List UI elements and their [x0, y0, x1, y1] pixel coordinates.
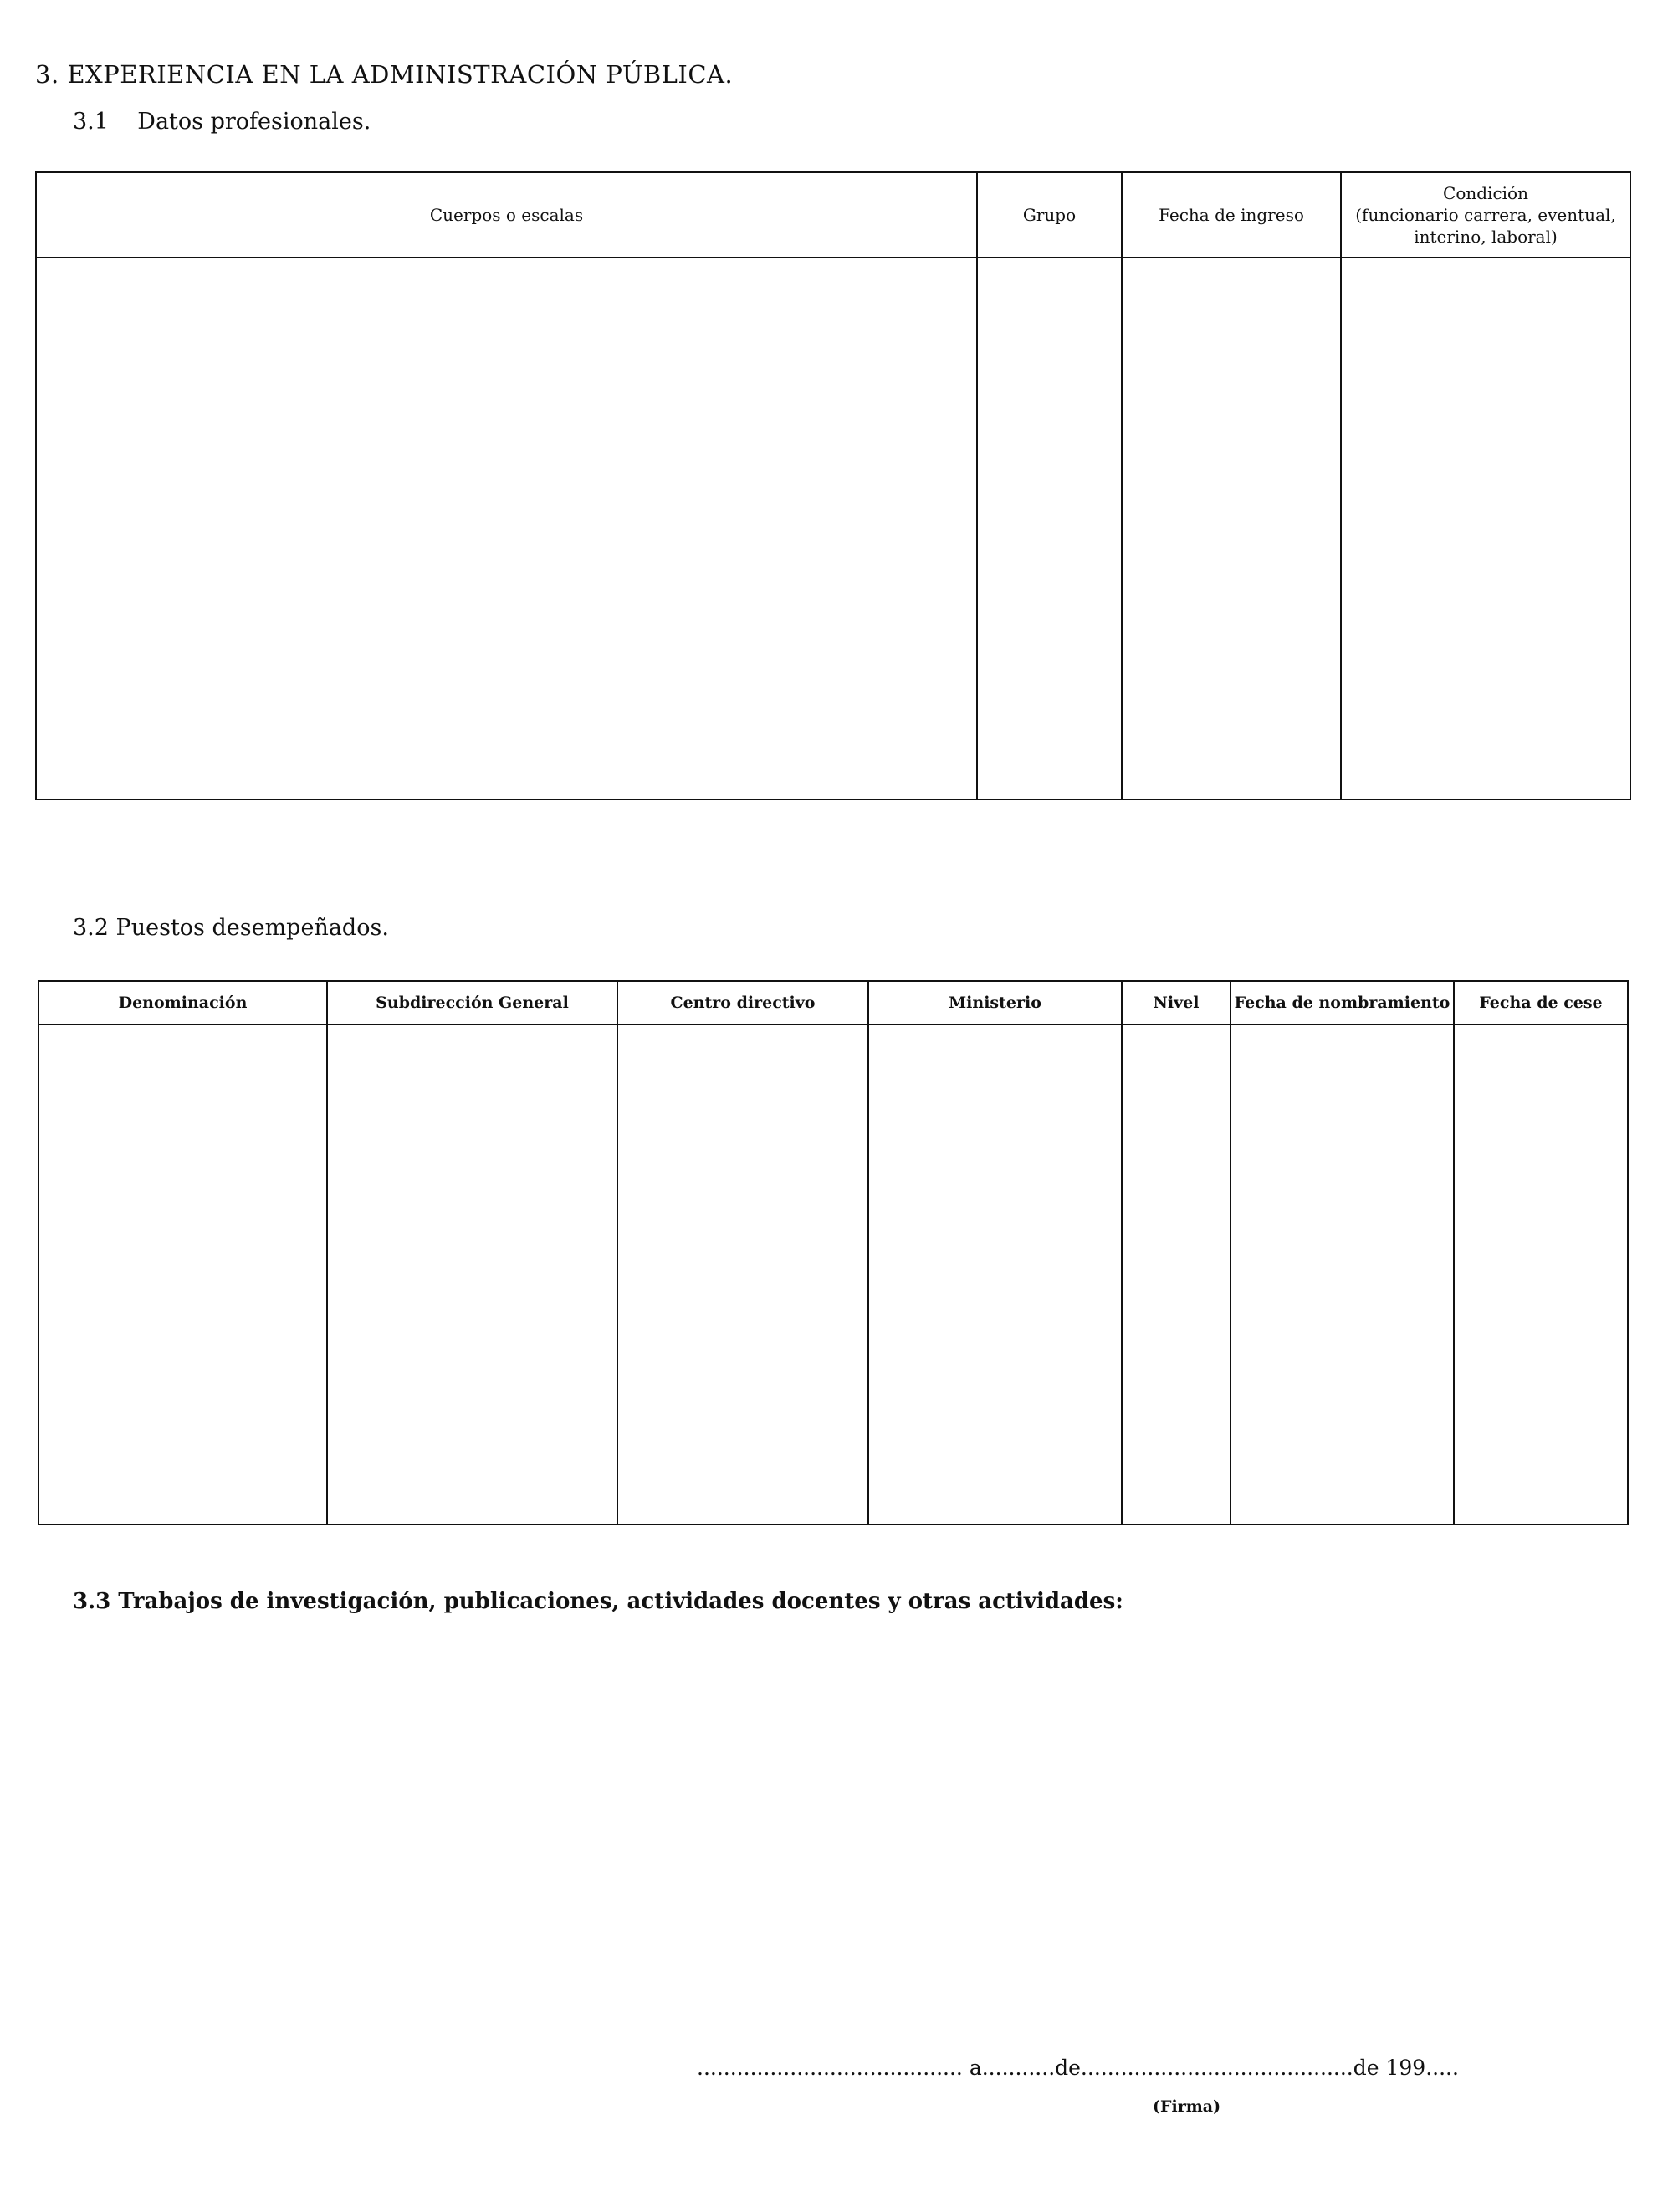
- column-header-subtitle: (funcionario carrera, eventual, interino, laboral): [1355, 205, 1616, 247]
- column-header: Centro directivo: [617, 981, 868, 1024]
- column-header: Fecha de cese: [1454, 981, 1628, 1024]
- column-header: Subdirección General: [327, 981, 617, 1024]
- input-cell-denominacion[interactable]: [38, 1024, 327, 1525]
- subsection-heading-3-2: [73, 915, 389, 941]
- subsection-heading-3-1: [73, 109, 371, 135]
- column-header: Cuerpos o escalas: [36, 172, 977, 258]
- table-header-row: [36, 172, 1630, 258]
- column-header: Denominación: [38, 981, 327, 1024]
- input-cell-fecha-cese[interactable]: [1454, 1024, 1628, 1525]
- input-cell-subdireccion[interactable]: [327, 1024, 617, 1525]
- table-header-row: [38, 981, 1628, 1024]
- column-header: Fecha de nombramiento: [1230, 981, 1454, 1024]
- signature-label: (Firma): [1153, 2097, 1221, 2116]
- input-cell-centro[interactable]: [617, 1024, 868, 1525]
- column-header: Ministerio: [868, 981, 1122, 1024]
- subsection-title: Trabajos de investigación, publicaciones, actividades docentes y otras actividades:: [118, 1589, 1123, 1614]
- table-row: [36, 258, 1630, 799]
- column-header: [1341, 172, 1630, 258]
- subsection-number: 3.2: [73, 915, 109, 941]
- subsection-title: Datos profesionales.: [137, 109, 371, 135]
- input-cell-nivel[interactable]: [1122, 1024, 1230, 1525]
- column-header-line: Condición: [1443, 183, 1528, 203]
- input-cell-fecha-nombramiento[interactable]: [1230, 1024, 1454, 1525]
- column-header: Grupo: [977, 172, 1122, 258]
- subsection-number: 3.3: [73, 1589, 111, 1614]
- section-heading: [35, 60, 733, 89]
- place-date-line[interactable]: ........................................ a...........de.........................................de 199.....: [697, 2056, 1459, 2080]
- section-title: EXPERIENCIA EN LA ADMINISTRACIÓN PÚBLICA.: [67, 60, 734, 89]
- subsection-heading-3-3: [73, 1589, 1123, 1614]
- column-header: Fecha de ingreso: [1122, 172, 1341, 258]
- puestos-desempenados-table: [38, 980, 1629, 1525]
- input-cell-grupo[interactable]: [977, 258, 1122, 799]
- table-row: [38, 1024, 1628, 1525]
- input-cell-fecha-ingreso[interactable]: [1122, 258, 1341, 799]
- input-cell-ministerio[interactable]: [868, 1024, 1122, 1525]
- subsection-title: Puestos desempeñados.: [115, 915, 389, 941]
- input-cell-cuerpos[interactable]: [36, 258, 977, 799]
- section-number: 3.: [35, 60, 59, 89]
- column-header: Nivel: [1122, 981, 1230, 1024]
- subsection-number: 3.1: [73, 109, 109, 135]
- input-cell-condicion[interactable]: [1341, 258, 1630, 799]
- datos-profesionales-table: [35, 171, 1631, 800]
